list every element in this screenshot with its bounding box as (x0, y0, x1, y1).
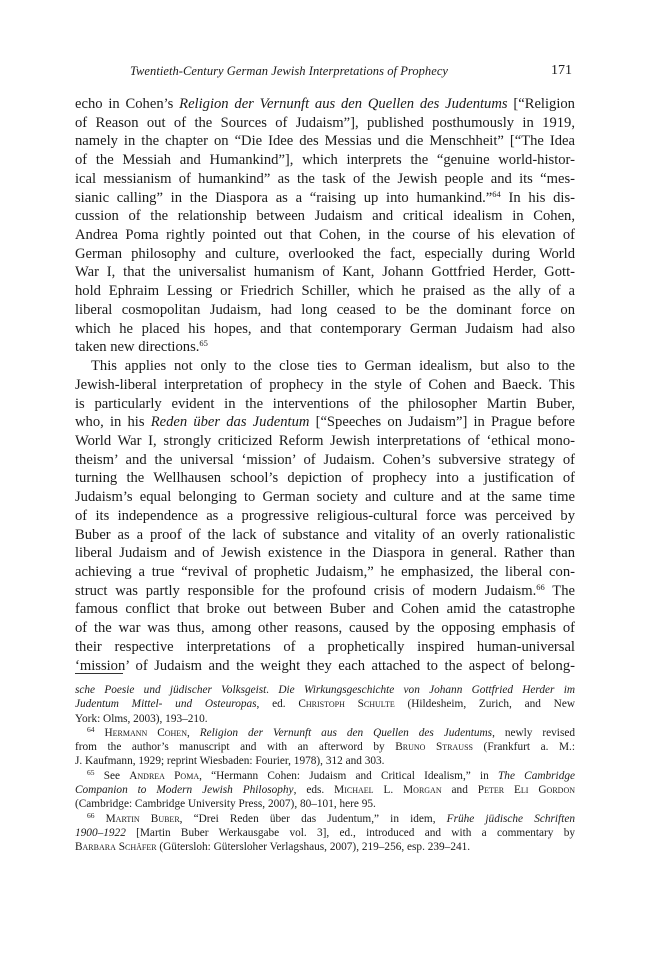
text-line (75, 263, 575, 282)
footnote-line (75, 840, 575, 854)
text-line (75, 638, 575, 657)
italic-text: Judentum Mittel- und Osteuropas (75, 698, 257, 711)
text-line (75, 114, 575, 133)
italic-text: 1900–1922 (75, 826, 126, 839)
text-run: J. Kaufmann, 1929; reprint Wiesbaden: Fourier, 1978), 312 and 303. (75, 755, 385, 768)
footnote-line (75, 697, 575, 711)
text-run: Judaism’s equal belonging to German society and culture and at the same time (75, 489, 575, 506)
text-run: [“Religion (507, 96, 575, 112)
italic-text: sche Poesie und jüdischer Volksgeist. Die Wirkungsgeschichte von Johann Gottfried Herder im (75, 684, 575, 696)
text-run: hold Ephraim Lessing or Friedrich Schiller, which he praised as the ally of a (75, 283, 575, 300)
text-run: Andrea Poma rightly pointed out that Cohen, in the course of his elevation of (75, 227, 575, 244)
main-text (75, 95, 575, 675)
footnote-line (75, 740, 575, 754)
text-run: German philosophy and culture, overlooked the fact, especially during World (75, 245, 575, 262)
text-run: sianic calling” in the Diaspora as a “raising up into humankind.” (75, 189, 493, 206)
text-run: York: Olms, 2003), 193–210. (75, 712, 208, 725)
text-run: theism’ and the universal ‘mission’ of Judaism. Cohen’s subversive strategy of (75, 451, 575, 468)
text-run: of Reason out of the Sources of Judaism”], published posthumously in 1919, (75, 114, 575, 131)
footnote-line (75, 783, 575, 797)
text-run: (Cambridge: Cambridge University Press, 2007), 80–101, here 95. (75, 798, 376, 811)
running-title: Twentieth-Century German Jewish Interpretations of Prophecy (129, 64, 449, 78)
text-run: their respective interpretations of a prophetically inspired human-universal (75, 638, 575, 655)
text-line (75, 469, 575, 488)
text-line (75, 151, 575, 170)
author-name: Hermann Cohen (104, 726, 187, 739)
text-run: , “Drei Reden über das Judentum,” in idem, (179, 812, 447, 825)
page-number: 171 (551, 63, 572, 78)
text-run: from the author’s manuscript and with an afterword by (75, 741, 396, 754)
footnote-line (75, 712, 575, 726)
text-run: of the war was thus, among other reasons, caused by the opposing emphasis of (75, 620, 575, 637)
text-line (75, 320, 575, 339)
text-run: [“Speeches on Judaism”] in Prague before (309, 414, 575, 431)
footnote-divider (75, 673, 123, 674)
text-run: The (544, 582, 575, 599)
italic-text: Religion der Vernunft aus den Quellen des Judentums (179, 96, 508, 112)
text-line (75, 582, 575, 601)
footnote-line (75, 683, 575, 697)
text-run: (Hildesheim, Zurich, and New (394, 698, 575, 711)
note-reference: 64 (87, 724, 95, 734)
text-line (75, 95, 575, 114)
text-line (75, 619, 575, 638)
footnote-line (75, 726, 575, 740)
text-run: (Gütersloh: Gütersloher Verlagshaus, 2007), 219–256, esp. 239–241. (156, 841, 471, 854)
text-line (75, 526, 575, 545)
text-run: (Frankfurt a. M.: (472, 741, 575, 754)
text-line (75, 657, 575, 676)
text-run: War I, that the universalist humanism of Kant, Johann Gottfried Herder, Gott- (75, 264, 575, 281)
text-line (75, 282, 575, 301)
author-name: Andrea Poma (129, 769, 200, 782)
author-name: Bruno Strauss (395, 741, 473, 754)
text-run: World War I, strongly criticized Reform Jewish interpretations of ‘ethical mono- (75, 432, 575, 449)
text-line (75, 451, 575, 470)
text-line (75, 357, 575, 376)
text-run (95, 813, 106, 825)
footnote-line (75, 769, 575, 783)
text-run: , eds. (293, 784, 335, 797)
text-run: [Martin Buber Werkausgabe vol. 3], ed., introduced and with a commentary by (125, 826, 575, 839)
footnote-line (75, 797, 575, 811)
author-name: Martin Buber (105, 812, 180, 825)
author-name: Michael L. Morgan (334, 784, 442, 797)
text-run: is particularly evident in the interventions of the philosopher Martin Buber, (75, 395, 575, 412)
text-run: echo in Cohen’s (75, 96, 180, 112)
text-line (75, 507, 575, 526)
italic-text: Reden über das Judentum (150, 414, 310, 431)
text-run: which he placed his hopes, and that contemporary German Judaism had also (75, 320, 575, 337)
text-line (75, 413, 575, 432)
text-run: , ed. (256, 698, 299, 711)
footnotes (75, 683, 575, 855)
text-run: achieving a true “revival of prophetic Judaism,” he emphasized, the liberal con- (75, 563, 575, 580)
text-run: , “Hermann Cohen: Judaism and Critical Idealism,” in (199, 769, 499, 782)
text-line (75, 189, 575, 208)
author-name: Barbara Schäfer (75, 841, 157, 854)
footnote-line (75, 812, 575, 826)
text-line (75, 395, 575, 414)
text-run: This applies not only to the close ties to German idealism, but also to the (91, 358, 575, 375)
text-run: , newly revised (492, 726, 576, 739)
text-line (75, 544, 575, 563)
text-run: ‘mission’ of Judaism and the weight they each attached to the aspect of belong- (75, 657, 575, 674)
text-line (75, 226, 575, 245)
text-run: famous conflict that broke out between Buber and Cohen amid the catastrophe (75, 601, 575, 618)
text-run: struct was partly responsible for the profound crisis of modern Judaism. (75, 582, 537, 599)
text-run: , (186, 726, 200, 739)
text-line (75, 132, 575, 151)
text-line (75, 245, 575, 264)
page-header (75, 64, 575, 84)
text-run: namely in the chapter on “Die Idee des Messias und die Menschheit” [“The Idea (75, 133, 575, 150)
text-line (75, 170, 575, 189)
text-run: turning the Wellhausen school’s depiction of prophecy into a justification of (75, 470, 575, 487)
text-run: Buber as a proof of the lack of substance and vitality of an overly rationalistic (75, 526, 575, 543)
text-run: taken new directions. (75, 339, 200, 356)
text-run: See (94, 769, 130, 782)
author-name: Peter Eli Gordon (477, 784, 575, 797)
text-run: Jewish-liberal interpretation of prophecy in the style of Cohen and Baeck. This (75, 376, 575, 393)
italic-text: The Cambridge (498, 769, 576, 782)
italic-text: Companion to Modern Jewish Philosophy (75, 784, 294, 797)
text-line (75, 301, 575, 320)
italic-text: Religion der Vernunft aus den Quellen des Judentums (199, 726, 493, 739)
text-line (75, 338, 575, 357)
text-run: liberal Judaism and of Jewish existence in the Diaspora in general. Rather than (75, 545, 575, 562)
text-line (75, 376, 575, 395)
text-run: liberal cosmopolitan Judaism, had long ceased to be the dominant force on (75, 301, 575, 318)
text-run (95, 727, 105, 739)
author-name: Christoph Schulte (298, 698, 395, 711)
text-line (75, 432, 575, 451)
text-run: ical messianism of humankind” as the task of the Jewish people and its “mes- (75, 170, 575, 187)
footnote-line (75, 826, 575, 840)
note-reference: 65 (87, 767, 95, 777)
note-reference: 66 (536, 581, 545, 592)
text-line (75, 600, 575, 619)
note-reference: 65 (199, 338, 208, 349)
text-run: of its independence as a progressive religious-cultural force was perceived by (75, 507, 575, 524)
text-line (75, 488, 575, 507)
text-run: and (441, 784, 478, 797)
text-line (75, 563, 575, 582)
italic-text: Frühe jüdische Schriften (446, 812, 575, 825)
text-run: In his dis- (500, 189, 575, 206)
note-reference: 66 (87, 810, 95, 820)
note-reference: 64 (492, 188, 501, 199)
text-line (75, 207, 575, 226)
text-run: of the Messiah and Humankind”], which interprets the “genuine world-histor- (75, 152, 575, 169)
text-run: who, in his (75, 414, 151, 431)
footnote-line (75, 754, 575, 768)
text-run: cussion of the relationship between Judaism and critical idealism in Cohen, (75, 208, 575, 225)
